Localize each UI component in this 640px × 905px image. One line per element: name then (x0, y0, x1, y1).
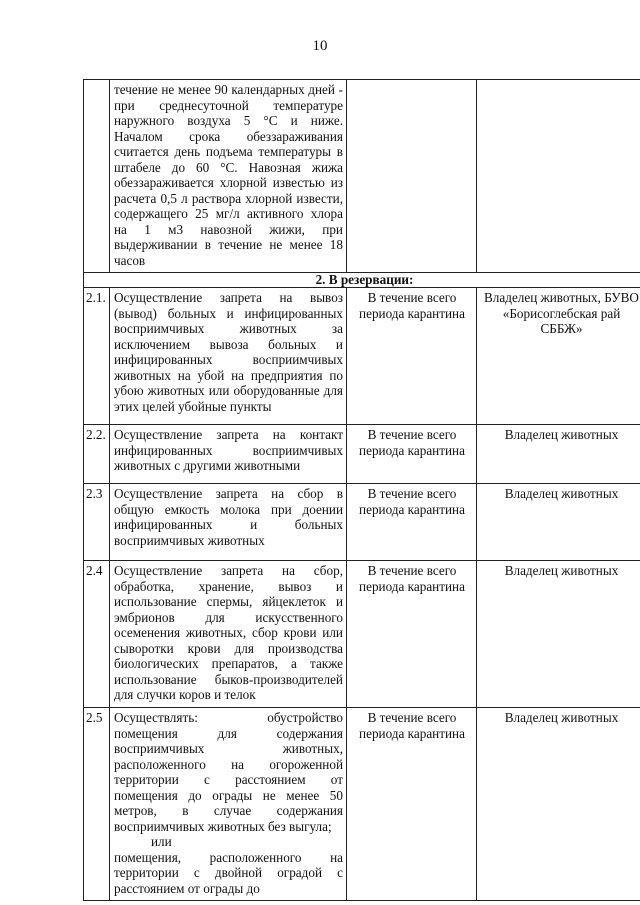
responsible-cell (477, 80, 640, 273)
table-row (84, 561, 640, 708)
action-text: Осуществлять: обустройство помещения для содержания восприимчивых животных, расположенного на огороженной территории с расстоянием от помещения до ограды не менее 50 метров, в случае содержания восприимчивых животных без выгула; (114, 710, 343, 834)
responsible-text: Владелец животных (477, 708, 640, 901)
table-row (84, 80, 640, 273)
responsible-text: Владелец животных (477, 425, 640, 484)
term-text: В течение всего периода карантина (347, 561, 477, 708)
table-row (84, 708, 640, 901)
term-text: В течение всего периода карантина (347, 425, 477, 484)
responsible-text: Владелец животных (477, 484, 640, 561)
row-number: 2.4 (84, 561, 110, 708)
action-cell (110, 708, 347, 901)
action-text: Осуществление запрета на вывоз (вывод) больных и инфицированных восприимчивых животных за исключением вывоза больных и инфицированных восприимчивых животных на убой на предприятия по убою животных или оборудованные для этих целей убойные пункты (110, 288, 347, 425)
row-number: 2.3 (84, 484, 110, 561)
section-header-row (84, 273, 640, 288)
row-number-cell (84, 80, 110, 273)
action-text: Осуществление запрета на сбор, обработка, хранение, вывоз и использование спермы, яйцеклеток и эмбрионов для искусственного осеменения животных, сбор крови или сыворотки крови для производства биологических препаратов, а также использование быков-производителей для случки коров и телок (110, 561, 347, 708)
row-number: 2.2. (84, 425, 110, 484)
term-cell (347, 80, 477, 273)
row-number: 2.5 (84, 708, 110, 901)
table-row (84, 288, 640, 425)
action-cell: течение не менее 90 календарных дней - при среднесуточной температуре наружного воздуха 5 °С и ниже. Началом срока обеззараживания считается день подъема температуры в штабеле до 60 °С. Навозная жижа обеззараживается хлорной известью из расчета 0,5 л раствора хлорной извести, содержащего 25 мг/л активного хлора на 1 м3 навозной жижи, при выдерживании в течение не менее 18 часов (110, 80, 347, 273)
term-text: В течение всего периода карантина (347, 708, 477, 901)
section-title: 2. В резервации: (84, 273, 640, 288)
action-or-text: или (151, 834, 172, 849)
action-text: Осуществление запрета на сбор в общую емкость молока при доении инфицированных и больных восприимчивых животных (110, 484, 347, 561)
table-row (84, 484, 640, 561)
term-text: В течение всего периода карантина (347, 288, 477, 425)
row-number: 2.1. (84, 288, 110, 425)
responsible-text: Владелец животных (477, 561, 640, 708)
action-text: Осуществление запрета на контакт инфицированных восприимчивых животных с другими животными (110, 425, 347, 484)
action-text-continued: помещения, расположенного на территории с двойной оградой с расстоянием от ограды до (114, 849, 343, 896)
quarantine-measures-table (83, 79, 640, 901)
responsible-text: Владелец животных, БУВО «Борисоглебская рай СББЖ» (477, 288, 640, 425)
term-text: В течение всего периода карантина (347, 484, 477, 561)
table-row (84, 425, 640, 484)
page-number: 10 (312, 38, 328, 54)
